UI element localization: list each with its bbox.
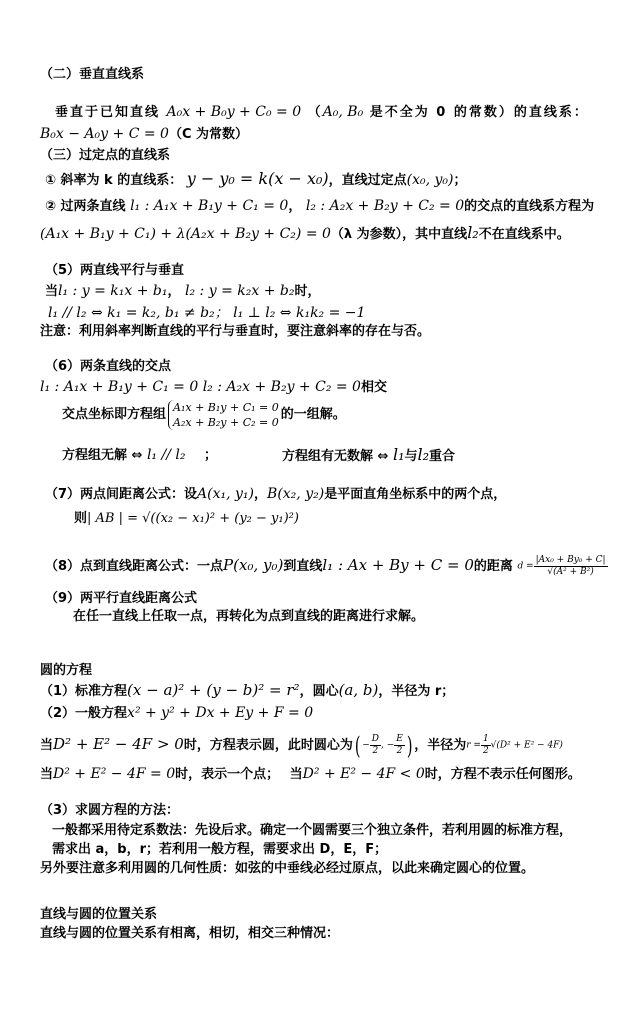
circle-method-line-1: 一般都采用待定系数法：先设后求。确定一个圆需要三个独立条件，若利用圆的标准方程， bbox=[52, 823, 573, 838]
formula: B(x₂, y₂) bbox=[267, 486, 325, 502]
circle-degenerate-cases bbox=[40, 765, 581, 784]
fraction-numerator: 1 bbox=[482, 734, 489, 744]
text: ，半径为 bbox=[414, 738, 467, 753]
center-y-fraction bbox=[394, 734, 405, 757]
heading-perpendicular-line-family: （二）垂直直线系 bbox=[40, 67, 145, 82]
radius-fraction bbox=[481, 734, 491, 757]
parallel-perpendicular-formula bbox=[48, 304, 365, 323]
text: （1）标准方程 bbox=[40, 684, 128, 699]
text: ， bbox=[254, 487, 268, 502]
text: 当 bbox=[40, 738, 54, 753]
text: （2）一般方程 bbox=[40, 706, 128, 721]
text: 不在直线系中。 bbox=[478, 227, 570, 242]
fraction-numerator: E bbox=[396, 734, 403, 744]
parallel-condition-intro bbox=[45, 282, 320, 301]
fraction-denominator: 2 bbox=[372, 746, 379, 756]
formula: P(x₀, y₀) bbox=[223, 556, 284, 574]
formula: A(x₁, y₁) bbox=[197, 486, 255, 502]
heading-parallel-distance: （9）两平行直线距离公式 bbox=[45, 591, 198, 606]
circle-method-line-3: 另外要注意多利用圆的几何性质：如弦的中垂线必经过原点，以此来确定圆心的位置。 bbox=[40, 861, 535, 876]
text: 与 bbox=[404, 449, 418, 464]
text: 当 bbox=[289, 767, 303, 782]
formula: (x₀, y₀) bbox=[406, 172, 454, 188]
circle-equation-title: 圆的方程 bbox=[40, 663, 93, 678]
text: 方程组无解 ⇔ bbox=[62, 448, 143, 463]
formula: l₁ : y = k₁x + b₁ bbox=[58, 283, 168, 299]
formula: D² + E² − 4F > 0 bbox=[53, 735, 184, 753]
infinite-solution-line bbox=[282, 446, 455, 466]
formula: l₂ bbox=[467, 223, 479, 242]
circle-method-line-2: 需求出 a，b，r；若利用一般方程，需要求出 D，E，F； bbox=[52, 842, 388, 857]
text: ，直线过定点 bbox=[328, 173, 407, 188]
center-x-fraction bbox=[370, 734, 381, 757]
formula: √(D² + E² − 4F) bbox=[490, 740, 563, 751]
text: ② 过两条直线 bbox=[45, 199, 126, 214]
text: 是不全为 0 的常数）的直线系： bbox=[369, 105, 589, 120]
two-point-distance-formula bbox=[74, 510, 299, 528]
paren-open: ( bbox=[354, 731, 361, 760]
point-line-distance bbox=[45, 550, 608, 582]
text: 的交点的直线系方程为 bbox=[464, 199, 595, 214]
text: ，半径为 r； bbox=[378, 684, 455, 699]
formula: x² + y² + Dx + Ey + F = 0 bbox=[127, 705, 314, 721]
no-solution-line bbox=[62, 446, 217, 465]
distance-fraction bbox=[534, 555, 608, 578]
text: （λ 为参数），其中直线 bbox=[330, 227, 468, 242]
perpendicular-line-family-formula bbox=[40, 125, 248, 144]
text: ， bbox=[167, 284, 181, 299]
perpendicular-line-family-paragraph bbox=[55, 103, 589, 122]
formula: l₂ bbox=[417, 445, 430, 464]
fraction-denominator: 2 bbox=[396, 746, 403, 756]
formula: d = bbox=[517, 561, 534, 572]
formula: A₀, B₀ bbox=[322, 104, 364, 120]
intersection-system bbox=[62, 397, 346, 433]
text: 重合 bbox=[429, 449, 456, 464]
slope-line-family bbox=[45, 170, 467, 190]
text: （ bbox=[307, 105, 323, 120]
line-circle-relation-text: 直线与圆的位置关系有相离，相切，相交三种情况： bbox=[40, 926, 340, 941]
text: 方程组有无数解 ⇔ bbox=[282, 449, 389, 464]
formula: | AB | = √((x₂ − x₁)² + (y₂ − y₁)²) bbox=[87, 511, 299, 526]
formula: r = bbox=[466, 740, 481, 751]
formula: l₁ : Ax + By + C = 0 bbox=[322, 556, 474, 574]
text: 时，方程表示圆，此时圆心为 bbox=[183, 738, 353, 753]
system-eq-2: A₂x + B₂y + C₂ = 0 bbox=[173, 415, 279, 429]
heading-intersection: （6）两条直线的交点 bbox=[45, 359, 172, 374]
formula: l₁ // l₂ ⇔ k₁ = k₂, b₁ ≠ b₂； l₁ ⊥ l₂ ⇔ k₁k₂ = −1 bbox=[48, 305, 366, 321]
text: ， bbox=[288, 199, 302, 214]
text: 则 bbox=[74, 511, 88, 526]
formula: l₂ : A₂x + B₂y + C₂ = 0 bbox=[305, 198, 465, 214]
text: 时， bbox=[294, 284, 321, 299]
paren-close: ) bbox=[406, 731, 413, 760]
line-circle-relation-title: 直线与圆的位置关系 bbox=[40, 907, 158, 922]
formula: (A₁x + B₁y + C₁) + λ(A₂x + B₂y + C₂) = 0 bbox=[40, 226, 331, 242]
general-equation bbox=[40, 704, 313, 723]
formula: l₁ : A₁x + B₁y + C₁ = 0 l₂ : A₂x + B₂y + C₂ = 0 bbox=[40, 379, 361, 395]
formula: D² + E² − 4F < 0 bbox=[302, 766, 425, 782]
text: 相交 bbox=[360, 380, 387, 395]
text: ① 斜率为 k 的直线系： bbox=[45, 173, 183, 188]
text: ； bbox=[453, 173, 467, 188]
equation-system bbox=[168, 400, 279, 430]
text: （8）点到直线距离公式：一点 bbox=[45, 559, 224, 574]
text: 垂直于已知直线 bbox=[55, 105, 161, 120]
two-line-family-equation bbox=[40, 224, 570, 244]
heading-parallel-perpendicular: （5）两直线平行与垂直 bbox=[45, 263, 185, 278]
formula: l₁ : A₁x + B₁y + C₁ = 0 bbox=[130, 198, 289, 214]
two-line-family bbox=[45, 197, 594, 216]
fraction-numerator: D bbox=[371, 734, 379, 744]
circle-condition: 当D² + E² − 4F > 0时，方程表示圆，此时圆心为( − $\frac{D}{2}$ , − $\frac{E}{2}$ ) ，半径为r = $\frac{1}{2}$ √(D² + E² − 4F) bbox=[40, 731, 563, 760]
formula: (x − a)² + (y − b)² = r² bbox=[127, 681, 300, 699]
formula: l₁ // l₂ bbox=[146, 447, 186, 463]
formula: B₀x − A₀y + C = 0 bbox=[40, 126, 169, 142]
text: 到直线 bbox=[283, 559, 323, 574]
heading-circle-method: （3）求圆方程的方法： bbox=[40, 803, 180, 818]
text: 交点坐标即方程组 bbox=[62, 407, 167, 422]
text: ，圆心 bbox=[299, 684, 339, 699]
text: 时，表示一个点； bbox=[175, 767, 280, 782]
slope-note: 注意：利用斜率判断直线的平行与垂直时，要注意斜率的存在与否。 bbox=[40, 324, 431, 339]
text: ； bbox=[204, 448, 218, 463]
text: 当 bbox=[40, 767, 54, 782]
fraction-denominator: √(A² + B²) bbox=[547, 567, 594, 577]
fraction-denominator: 2 bbox=[482, 746, 489, 756]
formula: l₁ bbox=[392, 445, 405, 464]
text: （C 为常数） bbox=[168, 127, 249, 142]
standard-equation bbox=[40, 681, 454, 701]
formula: y − y₀ = k(x − x₀) bbox=[186, 169, 329, 188]
text: 时，方程不表示任何图形。 bbox=[424, 767, 581, 782]
heading-lines-through-point: （三）过定点的直线系 bbox=[40, 148, 171, 163]
heading-two-point-distance bbox=[45, 485, 506, 504]
text: 是平面直角坐标系中的两个点， bbox=[324, 487, 507, 502]
fraction-numerator: |Ax₀ + By₀ + C| bbox=[535, 555, 606, 565]
parallel-distance-method: 在任一直线上任取一点，再转化为点到直线的距离进行求解。 bbox=[73, 609, 425, 624]
system-eq-1: A₁x + B₁y + C₁ = 0 bbox=[173, 400, 279, 414]
formula: l₂ : y = k₂x + b₂ bbox=[185, 283, 295, 299]
text: （7）两点间距离公式：设 bbox=[45, 487, 198, 502]
formula: D² + E² − 4F = 0 bbox=[53, 766, 176, 782]
intersection-lines bbox=[40, 378, 387, 397]
text: 的距离 bbox=[473, 559, 513, 574]
text: 的一组解。 bbox=[280, 407, 346, 422]
formula: A₀x + B₀y + C₀ = 0 bbox=[166, 104, 302, 120]
formula: (a, b) bbox=[338, 681, 379, 699]
text: 当 bbox=[45, 284, 59, 299]
